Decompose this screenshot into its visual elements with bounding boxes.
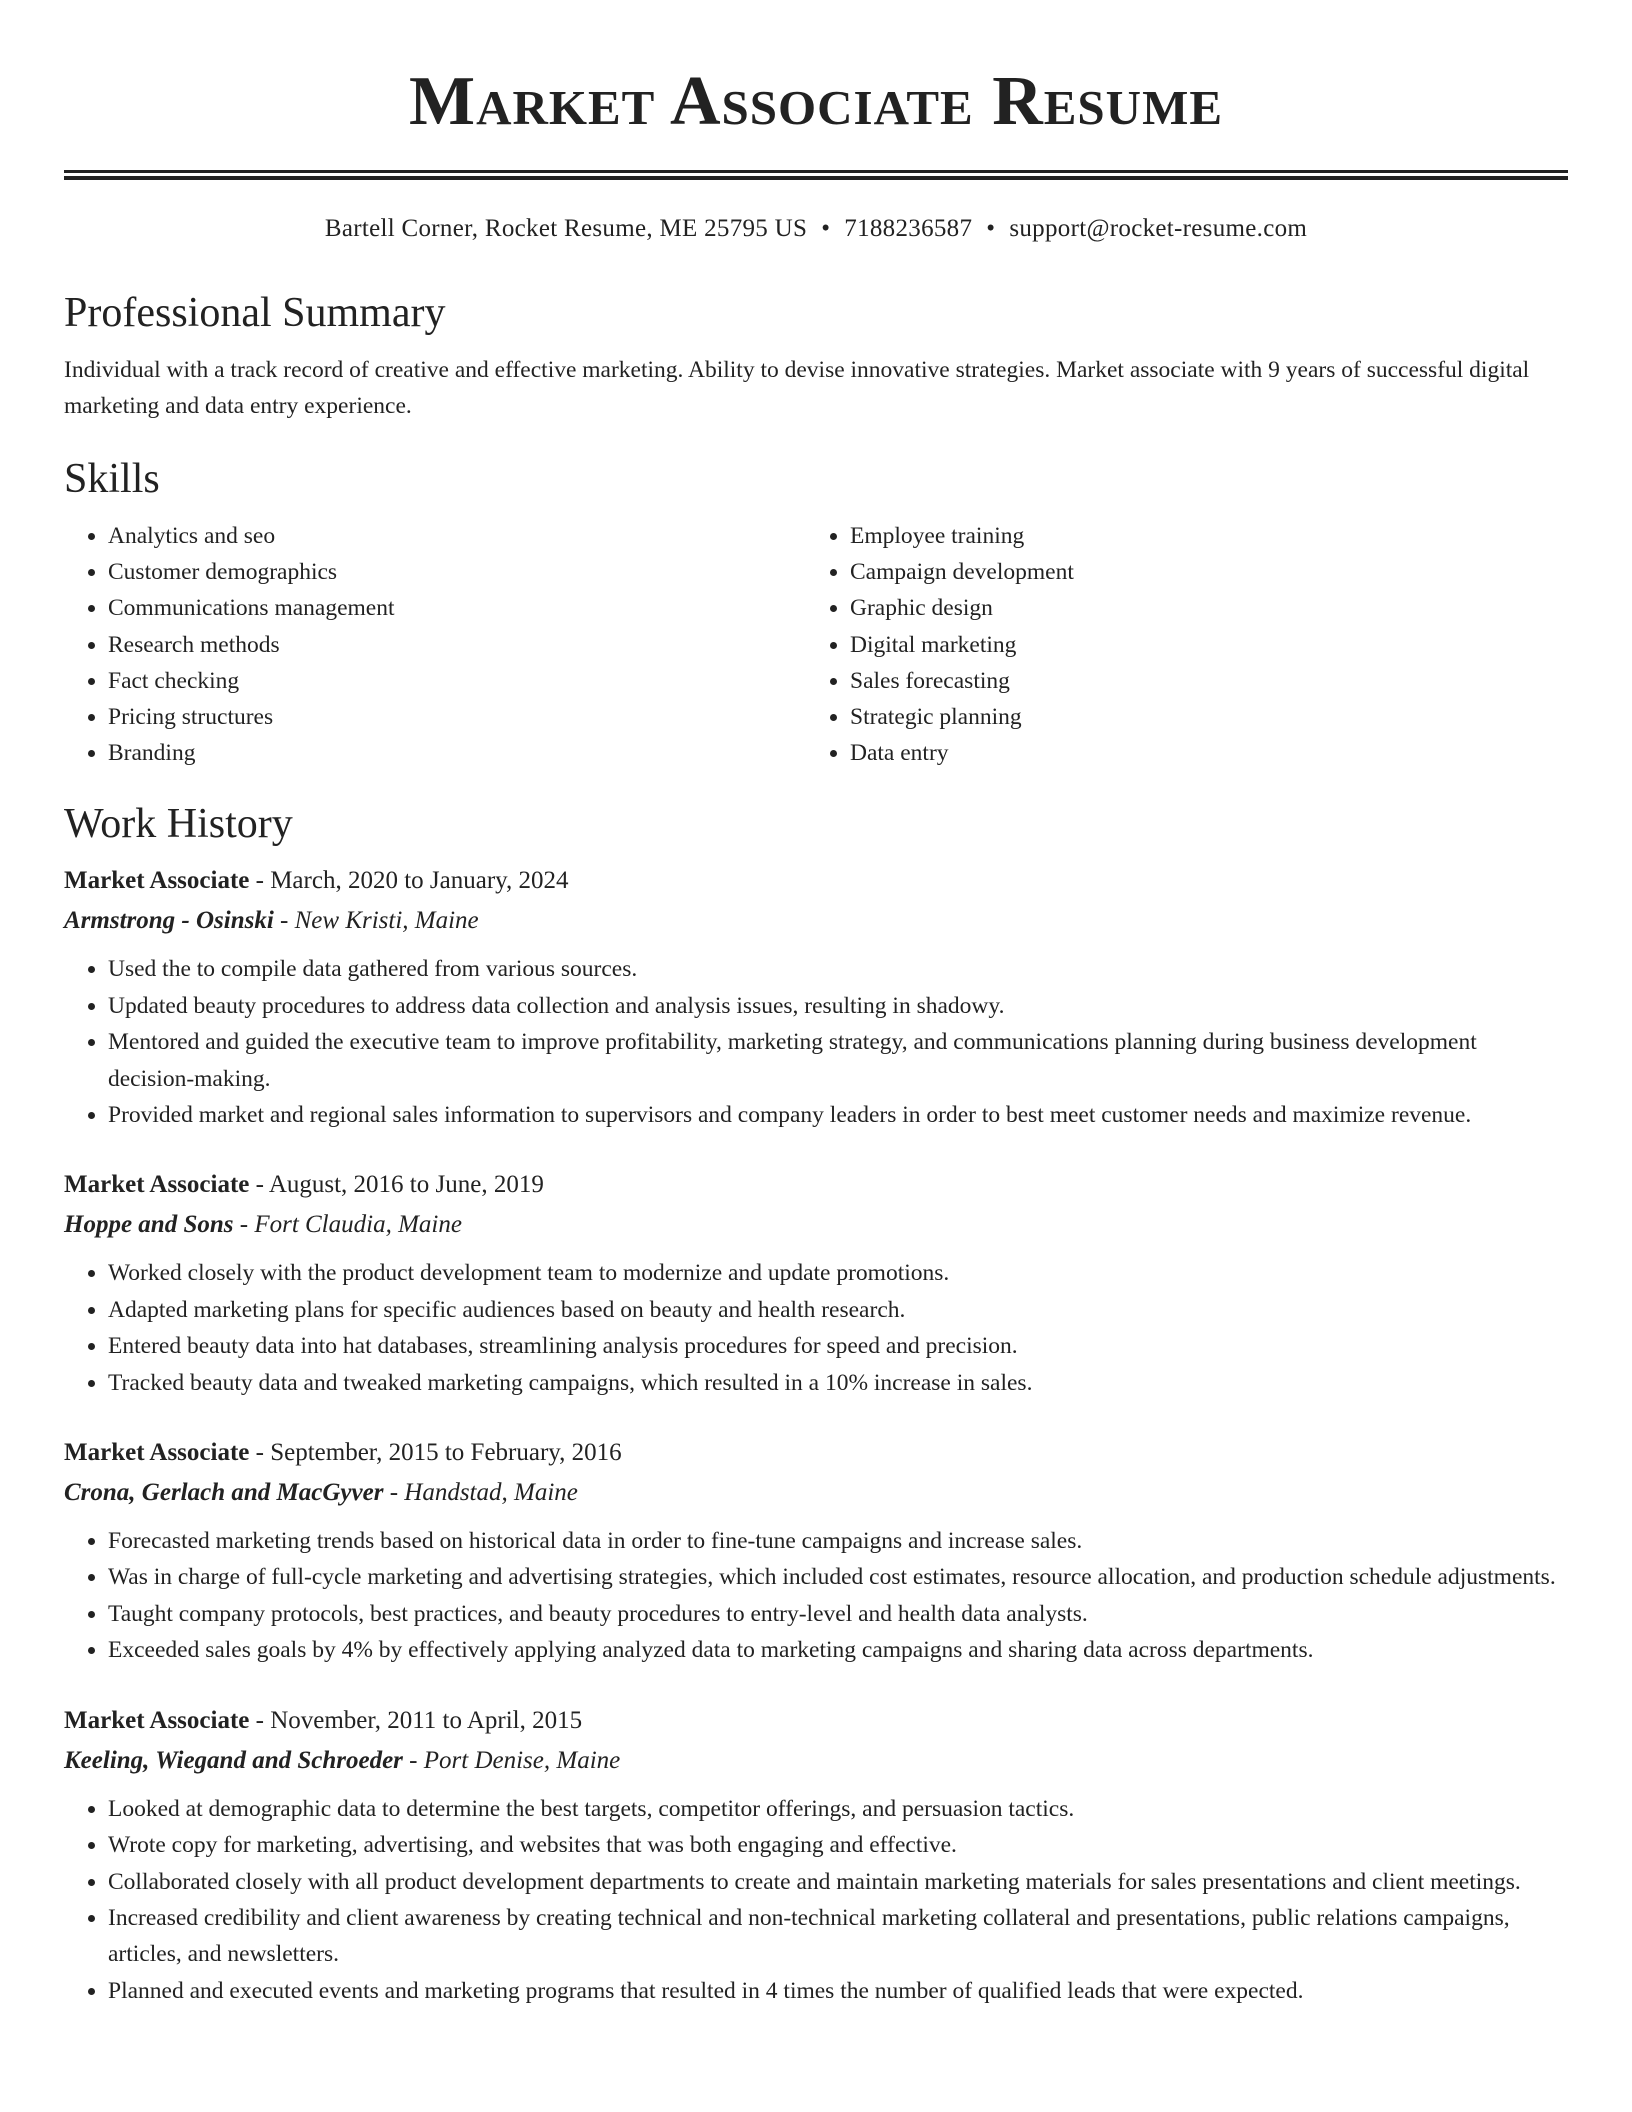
job-dates: November, 2011 to April, 2015 bbox=[270, 1706, 583, 1734]
contact-line bbox=[64, 212, 1568, 246]
job-company: Hoppe and Sons bbox=[64, 1211, 234, 1239]
skill-item: • Fact checking bbox=[108, 663, 806, 699]
job-bullet: • Looked at demographic data to determine the best targets, competitor offerings, and persuasion tactics. bbox=[108, 1791, 1568, 1827]
job-company: Armstrong - Osinski bbox=[64, 907, 274, 935]
job-title: Market Associate bbox=[64, 1706, 250, 1734]
job-entry bbox=[64, 1701, 1568, 2009]
skill-item: • Pricing structures bbox=[108, 699, 806, 735]
contact-separator: • bbox=[986, 215, 996, 242]
job-title-line bbox=[64, 1701, 1568, 1741]
job-location: Port Denise, Maine bbox=[423, 1746, 621, 1774]
skills-columns bbox=[64, 518, 1568, 771]
contact-separator: • bbox=[821, 215, 831, 242]
contact-email: support@rocket-resume.com bbox=[1009, 215, 1308, 242]
contact-address: Bartell Corner, Rocket Resume, ME 25795 US bbox=[324, 215, 808, 242]
job-bullet: • Entered beauty data into hat databases, streamlining analysis procedures for speed and precision. bbox=[108, 1328, 1568, 1364]
job-bullet: • Forecasted marketing trends based on historical data in order to fine-tune campaigns and increase sales. bbox=[108, 1523, 1568, 1559]
job-title-line bbox=[64, 1165, 1568, 1205]
job-location: Handstad, Maine bbox=[404, 1479, 578, 1507]
job-title-dash: - bbox=[249, 1171, 269, 1199]
work-history-heading: Work History bbox=[64, 801, 293, 848]
contact-phone: 7188236587 bbox=[844, 215, 973, 242]
skill-item: • Communications management bbox=[108, 590, 806, 626]
skills-left-list bbox=[64, 518, 806, 771]
job-bullet: • Provided market and regional sales information to supervisors and company leaders in order to best meet customer needs and maximize revenue. bbox=[108, 1097, 1568, 1133]
job-company-line bbox=[64, 901, 1568, 941]
job-company-dash: - bbox=[273, 907, 295, 935]
summary-heading: Professional Summary bbox=[64, 290, 446, 336]
job-title: Market Associate bbox=[64, 867, 250, 895]
job-company-line bbox=[64, 1205, 1568, 1245]
job-company-dash: - bbox=[402, 1746, 424, 1774]
skill-item: • Customer demographics bbox=[108, 554, 806, 590]
skill-item: • Graphic design bbox=[850, 590, 1548, 626]
resume-title: Market Associate Resume bbox=[409, 63, 1223, 140]
job-bullet: • Used the to compile data gathered from various sources. bbox=[108, 951, 1568, 987]
skill-item: • Digital marketing bbox=[850, 627, 1548, 663]
job-location: New Kristi, Maine bbox=[294, 907, 479, 935]
job-bullet: • Adapted marketing plans for specific audiences based on beauty and health research. bbox=[108, 1292, 1568, 1328]
job-company-line bbox=[64, 1741, 1568, 1781]
skill-item: • Employee training bbox=[850, 518, 1548, 554]
job-title: Market Associate bbox=[64, 1171, 250, 1199]
job-title: Market Associate bbox=[64, 1439, 250, 1467]
summary-text: Individual with a track record of creative and effective marketing. Ability to devise innovative strategies. Market associate with 9 years of successful digital marketing and data entry experience. bbox=[64, 357, 1530, 419]
job-title-dash: - bbox=[249, 1706, 271, 1734]
title-divider bbox=[64, 170, 1568, 180]
job-title-line bbox=[64, 861, 1568, 901]
skill-item: • Analytics and seo bbox=[108, 518, 806, 554]
job-company-line bbox=[64, 1473, 1568, 1513]
job-bullets bbox=[64, 1523, 1568, 1669]
job-bullet: • Worked closely with the product development team to modernize and update promotions. bbox=[108, 1255, 1568, 1291]
job-bullets bbox=[64, 1791, 1568, 2009]
job-title-dash: - bbox=[249, 867, 271, 895]
job-location: Fort Claudia, Maine bbox=[254, 1211, 462, 1239]
job-bullet: • Was in charge of full-cycle marketing and advertising strategies, which included cost estimates, resource allocation, and production schedule adjustments. bbox=[108, 1559, 1568, 1595]
skills-right-list bbox=[806, 518, 1548, 771]
job-title-dash: - bbox=[249, 1439, 271, 1467]
job-dates: March, 2020 to January, 2024 bbox=[270, 867, 569, 895]
job-company-dash: - bbox=[233, 1211, 255, 1239]
job-bullet: • Taught company protocols, best practices, and beauty procedures to entry-level and health data analysts. bbox=[108, 1596, 1568, 1632]
skill-item: • Data entry bbox=[850, 735, 1548, 771]
skill-item: • Strategic planning bbox=[850, 699, 1548, 735]
job-dates: September, 2015 to February, 2016 bbox=[270, 1439, 622, 1467]
skill-item: • Branding bbox=[108, 735, 806, 771]
job-bullet: • Collaborated closely with all product development departments to create and maintain marketing materials for sales presentations and client meetings. bbox=[108, 1864, 1568, 1900]
resume-page bbox=[64, 0, 1568, 2009]
job-bullet: • Increased credibility and client awareness by creating technical and non-technical marketing collateral and presentations, public relations campaigns, articles, and newsletters. bbox=[108, 1900, 1568, 1973]
job-bullets bbox=[64, 951, 1568, 1133]
job-title-line bbox=[64, 1433, 1568, 1473]
job-company: Keeling, Wiegand and Schroeder bbox=[64, 1746, 403, 1774]
job-bullets bbox=[64, 1255, 1568, 1401]
job-company: Crona, Gerlach and MacGyver bbox=[64, 1479, 384, 1507]
job-dates: August, 2016 to June, 2019 bbox=[268, 1171, 544, 1199]
job-bullet: • Updated beauty procedures to address data collection and analysis issues, resulting in shadowy. bbox=[108, 988, 1568, 1024]
job-bullet: • Mentored and guided the executive team to improve profitability, marketing strategy, and communications planning during business development decision-making. bbox=[108, 1024, 1568, 1097]
skill-item: • Campaign development bbox=[850, 554, 1548, 590]
job-bullet: • Planned and executed events and marketing programs that resulted in 4 times the number of qualified leads that were expected. bbox=[108, 1973, 1568, 2009]
job-entry bbox=[64, 1433, 1568, 1669]
job-company-dash: - bbox=[383, 1479, 405, 1507]
skill-item: • Sales forecasting bbox=[850, 663, 1548, 699]
skills-heading: Skills bbox=[64, 456, 160, 502]
job-bullet: • Tracked beauty data and tweaked marketing campaigns, which resulted in a 10% increase in sales. bbox=[108, 1365, 1568, 1401]
skill-item: • Research methods bbox=[108, 627, 806, 663]
job-bullet: • Wrote copy for marketing, advertising, and websites that was both engaging and effective. bbox=[108, 1827, 1568, 1863]
job-entry bbox=[64, 1165, 1568, 1401]
job-bullet: • Exceeded sales goals by 4% by effectively applying analyzed data to marketing campaigns and sharing data across departments. bbox=[108, 1632, 1568, 1668]
job-entry bbox=[64, 861, 1568, 1133]
work-history-list bbox=[64, 861, 1568, 2009]
